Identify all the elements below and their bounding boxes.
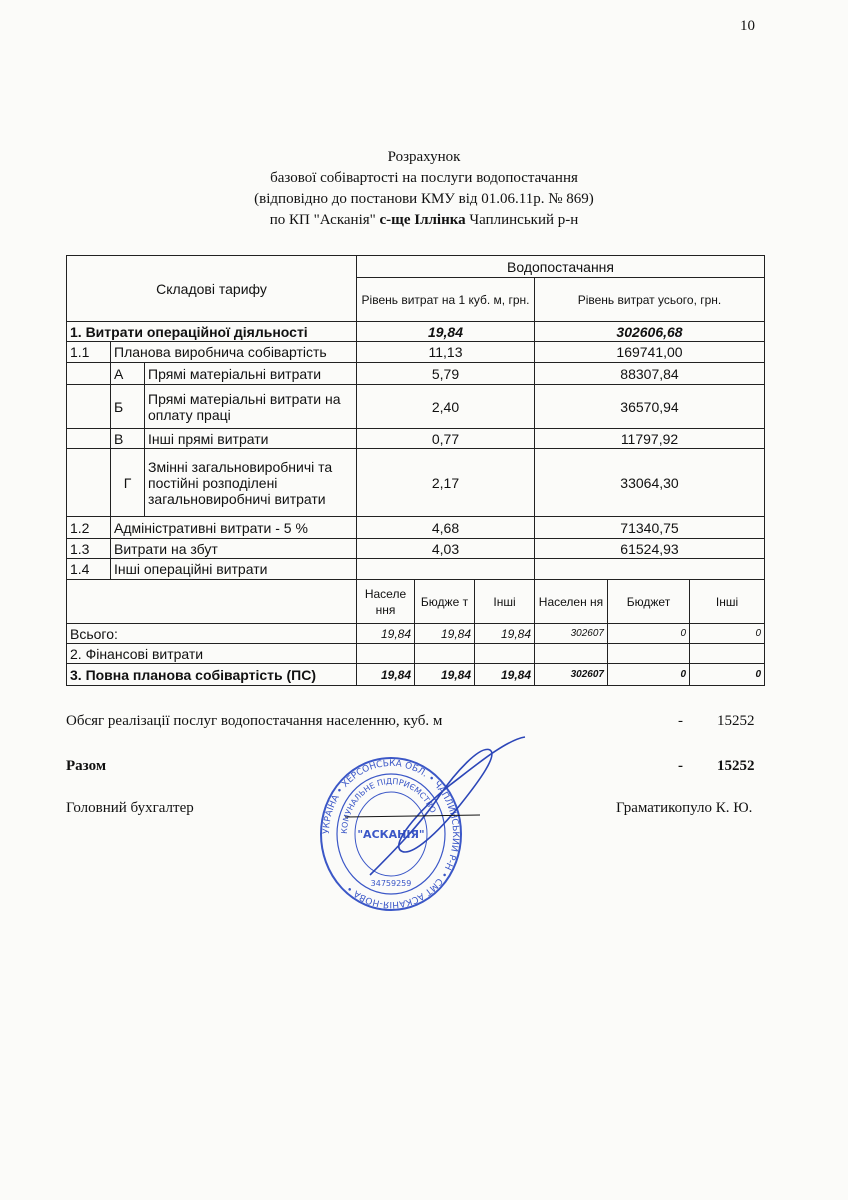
row-g-num: Г bbox=[111, 449, 145, 517]
title-line-2: базової собівартості на послуги водопостачання bbox=[270, 170, 578, 186]
row-1-2-label: Адміністративні витрати - 5 % bbox=[111, 517, 357, 539]
volume-value: 15252 bbox=[717, 713, 755, 729]
row-1-3-label: Витрати на збут bbox=[111, 539, 357, 559]
row-a-total: 88307,84 bbox=[535, 363, 765, 385]
financial-row-v3 bbox=[475, 644, 535, 664]
row-b-label: Прямі матеріальні витрати на оплату праці bbox=[145, 385, 357, 429]
financial-row-v5 bbox=[608, 644, 690, 664]
row-g-indent bbox=[67, 449, 111, 517]
title-line-4-suffix: Чаплинський р-н bbox=[465, 212, 579, 228]
stamp-center-text: "АСКАНІЯ" bbox=[357, 828, 425, 841]
row-1-3-num: 1.3 bbox=[67, 539, 111, 559]
row-g-label: Змінні загальновиробничі та постійні розподілені загальновиробничі витрати bbox=[145, 449, 357, 517]
financial-row-v2 bbox=[415, 644, 475, 664]
accountant-label: Головний бухгалтер bbox=[66, 800, 194, 816]
row-v-indent bbox=[67, 429, 111, 449]
header-water: Водопостачання bbox=[357, 256, 765, 278]
row-operational-label: 1. Витрати операційної діяльності bbox=[67, 322, 357, 342]
title-line-4-prefix: по КП "Асканія" bbox=[269, 212, 380, 228]
row-a-indent bbox=[67, 363, 111, 385]
subheader-population: Населе ння bbox=[357, 580, 415, 624]
subheader-budget: Бюдже т bbox=[415, 580, 475, 624]
row-b-indent bbox=[67, 385, 111, 429]
full-cost-row-v3: 19,84 bbox=[475, 664, 535, 686]
row-b-per-unit: 2,40 bbox=[357, 385, 535, 429]
row-1-4-per-unit bbox=[357, 559, 535, 580]
subheader-other-2: Інші bbox=[690, 580, 765, 624]
accountant-name: Граматикопуло К. Ю. bbox=[616, 800, 753, 816]
sum-dash: - bbox=[678, 758, 683, 774]
total-row-v5: 0 bbox=[608, 624, 690, 644]
full-cost-row-v5: 0 bbox=[608, 664, 690, 686]
financial-row-label: 2. Фінансові витрати bbox=[67, 644, 357, 664]
header-tariff: Складові тарифу bbox=[67, 256, 357, 322]
row-v-num: В bbox=[111, 429, 145, 449]
row-1-4-num: 1.4 bbox=[67, 559, 111, 580]
full-cost-row-v1: 19,84 bbox=[357, 664, 415, 686]
row-1-2-per-unit: 4,68 bbox=[357, 517, 535, 539]
row-v-total: 11797,92 bbox=[535, 429, 765, 449]
total-row-v1: 19,84 bbox=[357, 624, 415, 644]
row-operational-total: 302606,68 bbox=[535, 322, 765, 342]
signature bbox=[330, 735, 530, 895]
header-per-unit: Рівень витрат на 1 куб. м, грн. bbox=[357, 278, 535, 322]
title-line-4 bbox=[0, 210, 848, 231]
row-1-3-total: 61524,93 bbox=[535, 539, 765, 559]
row-1-2-total: 71340,75 bbox=[535, 517, 765, 539]
row-1-4-label: Інші операційні витрати bbox=[111, 559, 357, 580]
row-operational-per-unit: 19,84 bbox=[357, 322, 535, 342]
row-v-per-unit: 0,77 bbox=[357, 429, 535, 449]
row-g-per-unit: 2,17 bbox=[357, 449, 535, 517]
financial-row-v1 bbox=[357, 644, 415, 664]
row-v-label: Інші прямі витрати bbox=[145, 429, 357, 449]
signature-stroke bbox=[370, 737, 525, 875]
sum-label: Разом bbox=[66, 758, 107, 774]
total-row-v2: 19,84 bbox=[415, 624, 475, 644]
row-1-3-per-unit: 4,03 bbox=[357, 539, 535, 559]
document-title bbox=[0, 147, 848, 231]
row-g-total: 33064,30 bbox=[535, 449, 765, 517]
full-cost-row-v2: 19,84 bbox=[415, 664, 475, 686]
stamp-outer-text: УКРАЇНА • ХЕРСОНСЬКА ОБЛ. • ЧАПЛИНСЬКИЙ Р-Н • СМТ АСКАНІЯ-НОВА • bbox=[321, 758, 461, 910]
full-cost-row-label: 3. Повна планова собівартість (ПС) bbox=[67, 664, 357, 686]
stamp-code: 34759259 bbox=[370, 879, 412, 888]
cost-table bbox=[66, 255, 765, 686]
row-a-label: Прямі матеріальні витрати bbox=[145, 363, 357, 385]
total-row-v6: 0 bbox=[690, 624, 765, 644]
volume-dash: - bbox=[678, 713, 683, 729]
header-total: Рівень витрат усього, грн. bbox=[535, 278, 765, 322]
signature-underline bbox=[345, 815, 480, 817]
row-b-total: 36570,94 bbox=[535, 385, 765, 429]
full-cost-row-v6: 0 bbox=[690, 664, 765, 686]
title-line-4-bold: с-ще Іллінка bbox=[379, 212, 466, 228]
title-line-3: (відповідно до постанови КМУ від 01.06.11р. № 869) bbox=[254, 191, 594, 207]
row-b-num: Б bbox=[111, 385, 145, 429]
stamp-inner-text: КОМУНАЛЬНЕ ПІДПРИЄМСТВО bbox=[339, 776, 438, 835]
total-row-v3: 19,84 bbox=[475, 624, 535, 644]
page-number: 10 bbox=[740, 18, 755, 34]
row-a-per-unit: 5,79 bbox=[357, 363, 535, 385]
row-1-1-label: Планова виробнича собівартість bbox=[111, 342, 357, 363]
row-1-4-total bbox=[535, 559, 765, 580]
row-1-1-per-unit: 11,13 bbox=[357, 342, 535, 363]
sum-value: 15252 bbox=[717, 758, 755, 774]
financial-row-v6 bbox=[690, 644, 765, 664]
row-a-num: А bbox=[111, 363, 145, 385]
subheader-population-2: Населен ня bbox=[535, 580, 608, 624]
row-1-2-num: 1.2 bbox=[67, 517, 111, 539]
title-line-1: Розрахунок bbox=[387, 149, 461, 165]
financial-row-v4 bbox=[535, 644, 608, 664]
row-1-1-total: 169741,00 bbox=[535, 342, 765, 363]
subheader-budget-2: Бюджет bbox=[608, 580, 690, 624]
volume-label: Обсяг реалізації послуг водопостачання населенню, куб. м bbox=[66, 713, 443, 729]
subheader-other: Інші bbox=[475, 580, 535, 624]
row-1-1-num: 1.1 bbox=[67, 342, 111, 363]
full-cost-row-v4: 302607 bbox=[535, 664, 608, 686]
total-row-v4: 302607 bbox=[535, 624, 608, 644]
total-row-label: Всього: bbox=[67, 624, 357, 644]
subheader-blank bbox=[67, 580, 357, 624]
